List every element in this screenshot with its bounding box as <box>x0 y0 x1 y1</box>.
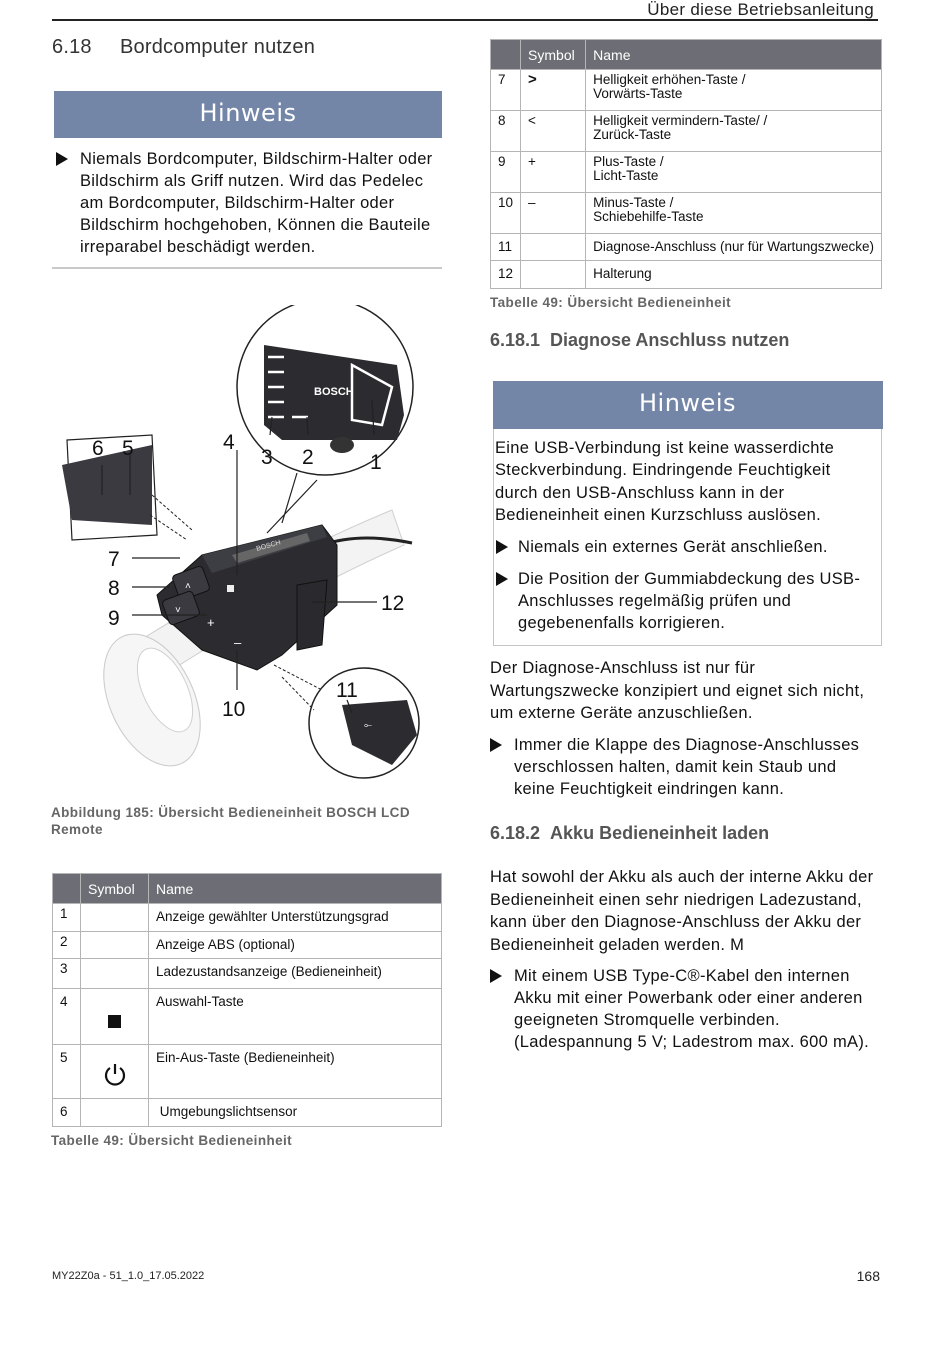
table-row <box>491 193 882 234</box>
row-num: 3 <box>53 959 81 989</box>
table-caption-left: Tabelle 49: Übersicht Bedieneinheit <box>51 1133 293 1148</box>
notice-bullet <box>494 568 878 634</box>
bullet-akku <box>488 965 884 1053</box>
subsection-heading-2 <box>490 823 769 844</box>
row-name-line: Vorwärts-Taste <box>593 86 683 101</box>
row-symbol <box>521 234 586 261</box>
row-name <box>586 111 882 152</box>
callout-1: 1 <box>370 451 382 474</box>
row-num: 5 <box>53 1045 81 1099</box>
row-num: 7 <box>491 70 521 111</box>
row-name-line: Helligkeit erhöhen-Taste / <box>593 72 746 87</box>
bullet-text: Mit einem USB Type-C®-Kabel den internen Akku mit einer Powerbank oder einer anderen geeigneten Stromquelle verbinden. (Ladespannung 5 V; Ladestrom max. 600 mA). <box>514 967 870 1051</box>
row-symbol <box>81 989 149 1045</box>
bullet-text: Immer die Klappe des Diagnose-Anschlusses verschlossen halten, damit kein Staub und keine Feuchtigkeit eindringen kann. <box>514 736 860 798</box>
row-symbol <box>81 932 149 959</box>
row-symbol: – <box>521 193 586 234</box>
header-num <box>491 40 521 70</box>
row-name <box>586 152 882 193</box>
power-icon <box>103 1062 127 1088</box>
row-name <box>586 193 882 234</box>
row-symbol: + <box>521 152 586 193</box>
header-name: Name <box>586 40 882 70</box>
paragraph-diagnose: Der Diagnose-Anschluss ist nur für Wartungszwecke konzipiert und eignet sich nicht, um externe Geräte anzuschließen. <box>490 659 865 722</box>
bullet-triangle-icon <box>496 540 508 554</box>
row-name: Ein-Aus-Taste (Bedieneinheit) <box>149 1045 442 1099</box>
row-symbol <box>81 959 149 989</box>
row-num: 9 <box>491 152 521 193</box>
row-num: 10 <box>491 193 521 234</box>
callout-12: 12 <box>381 592 405 615</box>
header-num <box>53 874 81 904</box>
row-symbol <box>521 261 586 289</box>
row-name <box>586 70 882 111</box>
table-row <box>53 932 442 959</box>
table-row <box>53 904 442 932</box>
brand-label-small: BOSCH <box>255 539 282 553</box>
notice-bottom-rule <box>52 267 442 269</box>
bullet-triangle-icon <box>56 152 68 166</box>
footer-doc-id: MY22Z0a - 51_1.0_17.05.2022 <box>52 1270 205 1282</box>
callout-8: 8 <box>108 577 120 600</box>
notice-bullet-text: Niemals Bordcomputer, Bildschirm-Halter oder Bildschirm als Griff nutzen. Wird das Pedelec am Bordcomputer, Bildschirm-Halter oder Bildschirm hochgehoben, Können die Bauteile irreparabel beschädigt werden. <box>80 150 433 256</box>
row-num: 4 <box>53 989 81 1045</box>
svg-text:+: + <box>207 615 215 630</box>
subsection-heading-1 <box>490 330 789 351</box>
table-caption-right: Tabelle 49: Übersicht Bedieneinheit <box>490 295 732 310</box>
notice-bullet <box>54 148 438 258</box>
table-row <box>491 234 882 261</box>
bosch-remote-drawing <box>52 305 442 795</box>
header-name: Name <box>149 874 442 904</box>
row-symbol <box>81 1099 149 1127</box>
callout-4: 4 <box>223 431 235 454</box>
section-heading <box>52 36 315 59</box>
row-num: 2 <box>53 932 81 959</box>
header-rule <box>52 19 878 21</box>
table-row <box>53 1099 442 1127</box>
brand-label-large: BOSCH <box>314 386 354 398</box>
section-number: 6.18 <box>52 36 92 58</box>
svg-text:˅: ˅ <box>175 605 181 616</box>
row-symbol <box>81 904 149 932</box>
row-name: Auswahl-Taste <box>149 989 442 1045</box>
row-name-line: Plus-Taste / <box>593 154 664 169</box>
subsection-number: 6.18.1 <box>490 330 541 350</box>
callout-5: 5 <box>122 437 134 460</box>
row-name: Halterung <box>586 261 882 289</box>
notice-title: Hinweis <box>493 381 883 429</box>
running-header: Über diese Betriebsanleitung <box>647 0 874 19</box>
row-name: Umgebungslichtsensor <box>149 1099 442 1127</box>
callout-2: 2 <box>302 446 314 469</box>
row-name: Diagnose-Anschluss (nur für Wartungszwecke) <box>586 234 882 261</box>
row-name-line: Licht-Taste <box>593 168 659 183</box>
subsection-title: Akku Bedieneinheit laden <box>550 823 770 843</box>
paragraph-akku: Hat sowohl der Akku als auch der interne Akku der Bedieneinheit einen sehr niedrigen Ladezustand, kann über den Diagnose-Anschluss der Akku der Bedieneinheit geladen werden. M <box>490 868 874 954</box>
callout-6: 6 <box>92 437 104 460</box>
row-name-line: Zurück-Taste <box>593 127 672 142</box>
notice-box-right <box>493 381 882 646</box>
bullet-triangle-icon <box>490 738 502 752</box>
row-num: 8 <box>491 111 521 152</box>
row-name: Anzeige ABS (optional) <box>149 932 442 959</box>
header-symbol: Symbol <box>81 874 149 904</box>
row-symbol: > <box>521 70 586 111</box>
svg-text:–: – <box>234 635 242 650</box>
section-title: Bordcomputer nutzen <box>120 36 316 58</box>
callout-9: 9 <box>108 607 120 630</box>
row-name-line: Schiebehilfe-Taste <box>593 209 704 224</box>
table-row <box>491 111 882 152</box>
notice-box-left <box>54 91 442 269</box>
table-row <box>53 989 442 1045</box>
bullet-diagnose <box>488 734 880 800</box>
row-name-line: Helligkeit vermindern-Taste/ / <box>593 113 768 128</box>
table-row <box>53 959 442 989</box>
row-num: 11 <box>491 234 521 261</box>
row-symbol: < <box>521 111 586 152</box>
notice-title: Hinweis <box>54 91 442 138</box>
square-icon <box>108 1015 121 1028</box>
callout-7: 7 <box>108 548 120 571</box>
subsection-number: 6.18.2 <box>490 823 541 843</box>
row-num: 12 <box>491 261 521 289</box>
footer-page-number: 168 <box>856 1268 880 1284</box>
row-name-line: Minus-Taste / <box>593 195 674 210</box>
row-name: Anzeige gewählter Unterstützungsgrad <box>149 904 442 932</box>
row-num: 6 <box>53 1099 81 1127</box>
table-row <box>491 70 882 111</box>
table-overview-right <box>490 39 882 289</box>
row-num: 1 <box>53 904 81 932</box>
table-row <box>53 1045 442 1099</box>
table-header-row <box>491 40 882 70</box>
subsection-title: Diagnose Anschluss nutzen <box>550 330 790 350</box>
callout-3: 3 <box>261 446 273 469</box>
notice-bullet-text: Niemals ein externes Gerät anschließen. <box>518 537 828 556</box>
bullet-triangle-icon <box>490 969 502 983</box>
table-overview-left <box>52 873 442 1127</box>
callout-10: 10 <box>222 698 246 721</box>
table-row <box>491 261 882 289</box>
device-illustration <box>52 305 442 795</box>
table-header-row <box>53 874 442 904</box>
svg-text:⟜: ⟜ <box>364 720 372 731</box>
row-symbol <box>81 1045 149 1099</box>
callout-11: 11 <box>336 679 358 702</box>
notice-bullet <box>494 536 881 558</box>
bullet-triangle-icon <box>496 572 508 586</box>
table-row <box>491 152 882 193</box>
row-name: Ladezustandsanzeige (Bedieneinheit) <box>149 959 442 989</box>
notice-bullet-text: Die Position der Gummiabdeckung des USB-Anschlusses regelmäßig prüfen und gegebenenfalls korrigieren. <box>518 569 861 632</box>
notice-text: Eine USB-Verbindung ist keine wasserdichte Steckverbindung. Eindringende Feuchtigkeit durch den USB-Anschluss kann in der Bedieneinheit einen Kurzschluss auslösen. <box>495 438 835 524</box>
header-symbol: Symbol <box>521 40 586 70</box>
figure-caption: Abbildung 185: Übersicht Bedieneinheit BOSCH LCD Remote <box>51 805 410 837</box>
svg-text:˄: ˄ <box>185 581 191 592</box>
